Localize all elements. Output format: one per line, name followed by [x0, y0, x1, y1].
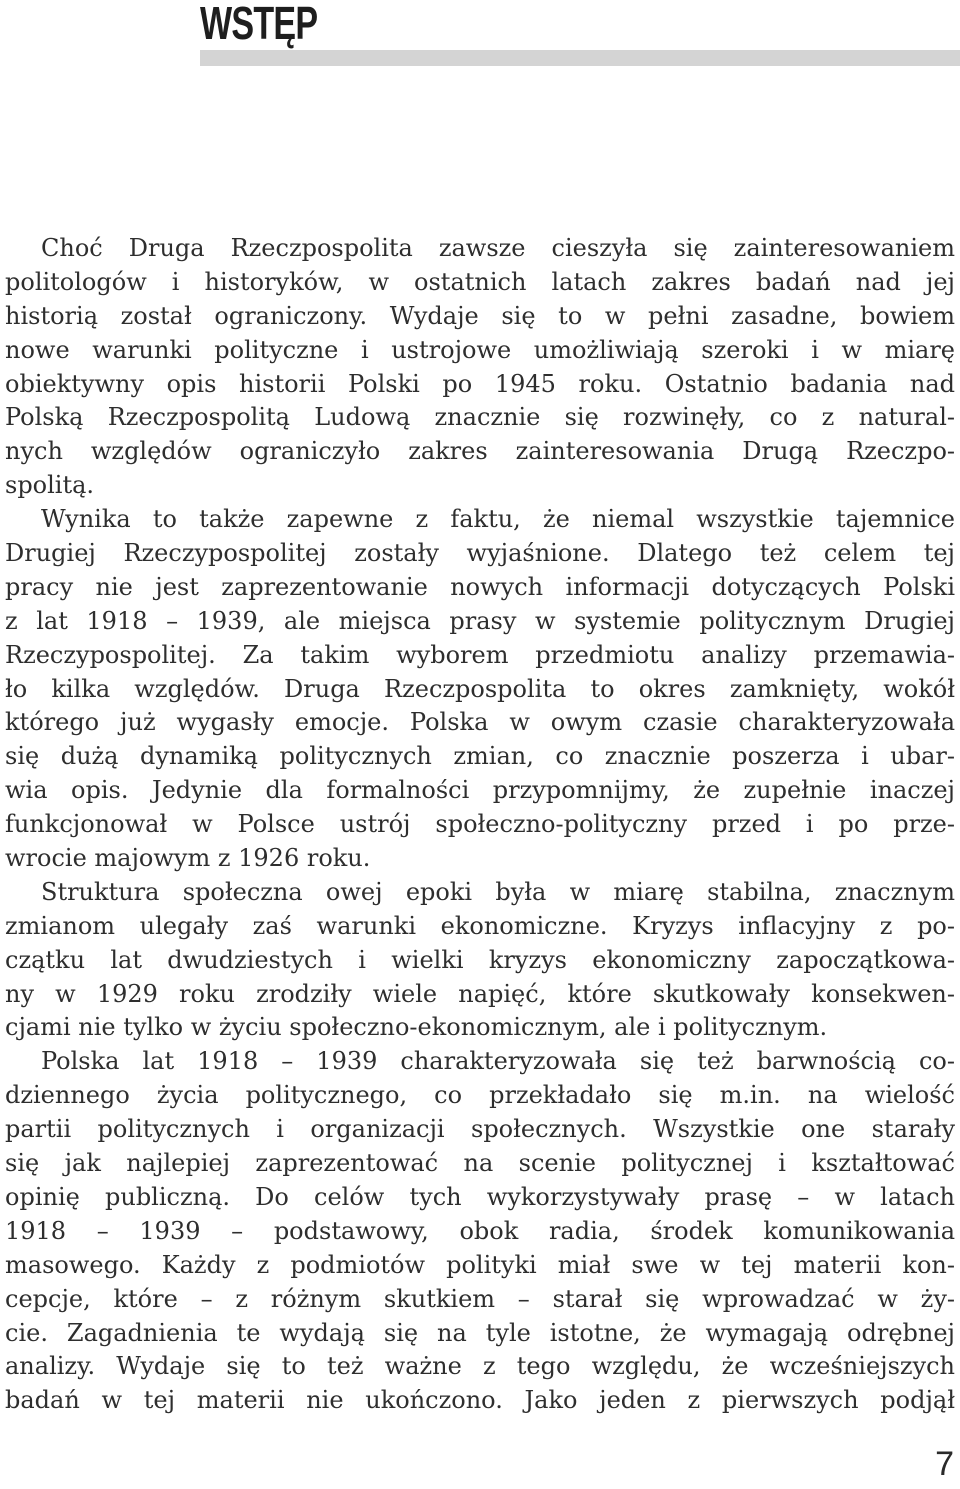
text-line: którego już wygasły emocje. Polska w owym czasie charakteryzowała	[5, 708, 955, 737]
text-line: Drugiej Rzeczypospolitej zostały wyjaśnione. Dlatego też celem tej	[5, 539, 955, 568]
text-line: się jak najlepiej zaprezentować na scenie politycznej i kształtować	[5, 1149, 955, 1178]
text-line: czątku lat dwudziestych i wielki kryzys ekonomiczny zapoczątkowa-	[5, 945, 955, 974]
text-line: analizy. Wydaje się to też ważne z tego względu, że wcześniejszych	[5, 1352, 955, 1381]
text-line: Choć Druga Rzeczpospolita zawsze cieszyła się zainteresowaniem	[41, 234, 955, 262]
text-line: nych względów ograniczyło zakres zainteresowania Drugą Rzeczpo-	[5, 437, 955, 466]
text-line: ło kilka względów. Druga Rzeczpospolita to okres zamknięty, wokół	[5, 674, 955, 703]
text-line: Rzeczypospolitej. Za takim wyborem przedmiotu analizy przemawia-	[5, 640, 955, 669]
text-line: badań w tej materii nie ukończono. Jako jeden z pierwszych podjął	[5, 1386, 955, 1415]
text-line: wrocie majowym z 1926 roku.	[5, 844, 371, 873]
text-line: wia opis. Jedynie dla formalności przypomnijmy, że zupełnie inaczej	[5, 776, 955, 805]
text-line: dziennego życia politycznego, co przekładało się m.in. na wielość	[5, 1081, 955, 1110]
text-line: Polską Rzeczpospolitą Ludową znacznie się rozwinęły, co z natural-	[5, 403, 955, 432]
text-line: historią został ograniczony. Wydaje się to w pełni zasadne, bowiem	[5, 301, 955, 330]
text-line: Struktura społeczna owej epoki była w miarę stabilna, znacznym	[41, 877, 955, 906]
chapter-title: WSTĘP	[200, 0, 318, 49]
text-line: opinię publiczną. Do celów tych wykorzystywały prasę – w latach	[5, 1182, 955, 1211]
text-line: zmianom ulegały zaś warunki ekonomiczne. Kryzys inflacyjny z po-	[5, 911, 955, 940]
title-underline-bar	[200, 50, 960, 66]
text-line: Polska lat 1918 – 1939 charakteryzowała się też barwnością co-	[41, 1047, 955, 1076]
text-line: 1918 – 1939 – podstawowy, obok radia, środek komunikowania	[5, 1216, 955, 1245]
text-line: pracy nie jest zaprezentowanie nowych informacji dotyczących Polski	[5, 572, 955, 601]
page-number: 7	[935, 1445, 954, 1483]
text-line: nowe warunki polityczne i ustrojowe umożliwiają szeroki i w miarę	[5, 335, 955, 364]
text-line: masowego. Każdy z podmiotów polityki miał swe w tej materii kon-	[5, 1250, 955, 1279]
text-line: z lat 1918 – 1939, ale miejsca prasy w systemie politycznym Drugiej	[5, 606, 955, 635]
text-line: ny w 1929 roku zrodziły wiele napięć, które skutkowały konsekwen-	[5, 979, 955, 1008]
text-line: cjami nie tylko w życiu społeczno-ekonomicznym, ale i politycznym.	[5, 1013, 828, 1042]
text-line: Wynika to także zapewne z faktu, że niemal wszystkie tajemnice	[41, 505, 955, 534]
text-line: partii politycznych i organizacji społecznych. Wszystkie one starały	[5, 1115, 955, 1144]
text-line: się dużą dynamiką politycznych zmian, co znacznie poszerza i ubar-	[5, 742, 955, 771]
text-line: cie. Zagadnienia te wydają się na tyle istotne, że wymagają odrębnej	[5, 1318, 955, 1347]
text-line: politologów i historyków, w ostatnich latach zakres badań nad jej	[5, 267, 955, 296]
text-line: funkcjonował w Polsce ustrój społeczno-polityczny przed i po prze-	[5, 810, 955, 839]
text-line: spolitą.	[5, 471, 95, 500]
text-line: cepcje, które – z różnym skutkiem – starał się wprowadzać w ży-	[5, 1284, 955, 1313]
body-text	[5, 232, 955, 1418]
text-line: obiektywny opis historii Polski po 1945 roku. Ostatnio badania nad	[5, 369, 955, 398]
